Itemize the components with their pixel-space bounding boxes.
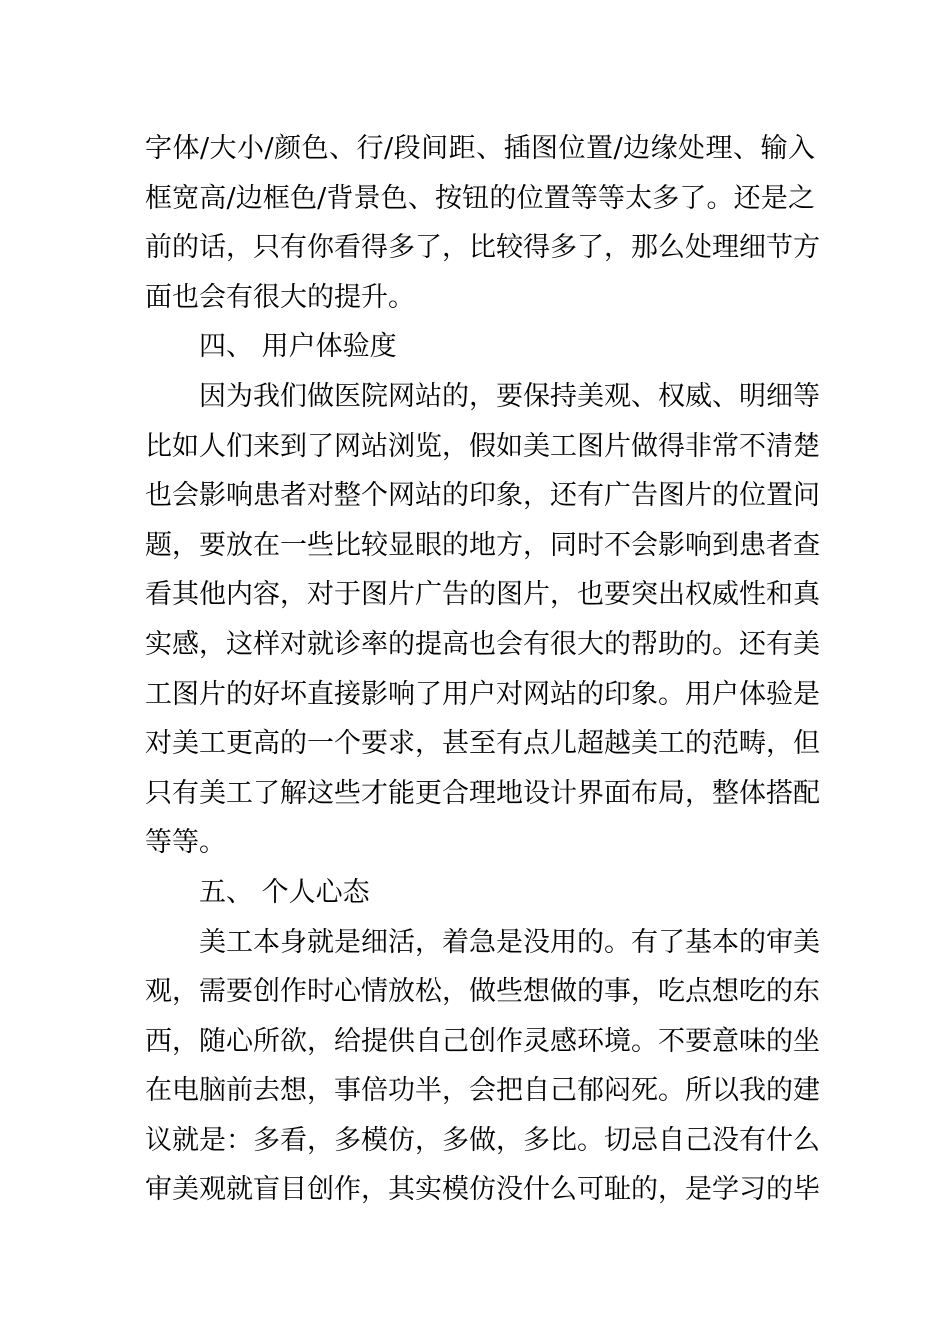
text-line: 在电脑前去想，事倍功半，会把自己郁闷死。所以我的建: [145, 1075, 820, 1107]
section-heading: 五、 个人心态: [199, 876, 370, 908]
text-line: 题，要放在一些比较显眼的地方，同时不会影响到患者查: [145, 529, 820, 561]
text-line: 前的话，只有你看得多了，比较得多了，那么处理细节方: [145, 232, 820, 264]
text-line: 实感，这样对就诊率的提高也会有很大的帮助的。还有美: [145, 628, 820, 660]
text-line: 字体/大小/颜色、行/段间距、插图位置/边缘处理、输入: [145, 133, 815, 164]
text-line: 观，需要创作时心情放松，做些想做的事，吃点想吃的东: [145, 976, 820, 1008]
text-line: 只有美工了解这些才能更合理地设计界面布局，整体搭配: [145, 777, 820, 809]
text-line: 工图片的好坏直接影响了用户对网站的印象。用户体验是: [145, 678, 820, 710]
section-heading: 四、 用户体验度: [199, 331, 397, 363]
text-line: 议就是：多看，多模仿，多做，多比。切忌自己没有什么: [145, 1124, 820, 1156]
text-line: 美工本身就是细活，着急是没用的。有了基本的审美: [199, 926, 820, 958]
text-line: 因为我们做医院网站的，要保持美观、权威、明细等: [199, 380, 820, 412]
text-line: 审美观就盲目创作，其实模仿没什么可耻的，是学习的毕: [145, 1174, 820, 1206]
text-line: 也会影响患者对整个网站的印象，还有广告图片的位置问: [145, 480, 820, 512]
body-text: [145, 124, 820, 1215]
text-line: 等等。: [145, 827, 226, 859]
text-line: 对美工更高的一个要求，甚至有点儿超越美工的范畴，但: [145, 728, 820, 760]
text-line: 面也会有很大的提升。: [145, 281, 415, 313]
text-line: 框宽高/边框色/背景色、按钮的位置等等太多了。还是之: [145, 182, 815, 214]
text-line: 比如人们来到了网站浏览，假如美工图片做得非常不清楚: [145, 430, 820, 462]
text-line: 西，随心所欲，给提供自己创作灵感环境。不要意味的坐: [145, 1025, 820, 1057]
text-line: 看其他内容，对于图片广告的图片，也要突出权威性和真: [145, 579, 820, 611]
